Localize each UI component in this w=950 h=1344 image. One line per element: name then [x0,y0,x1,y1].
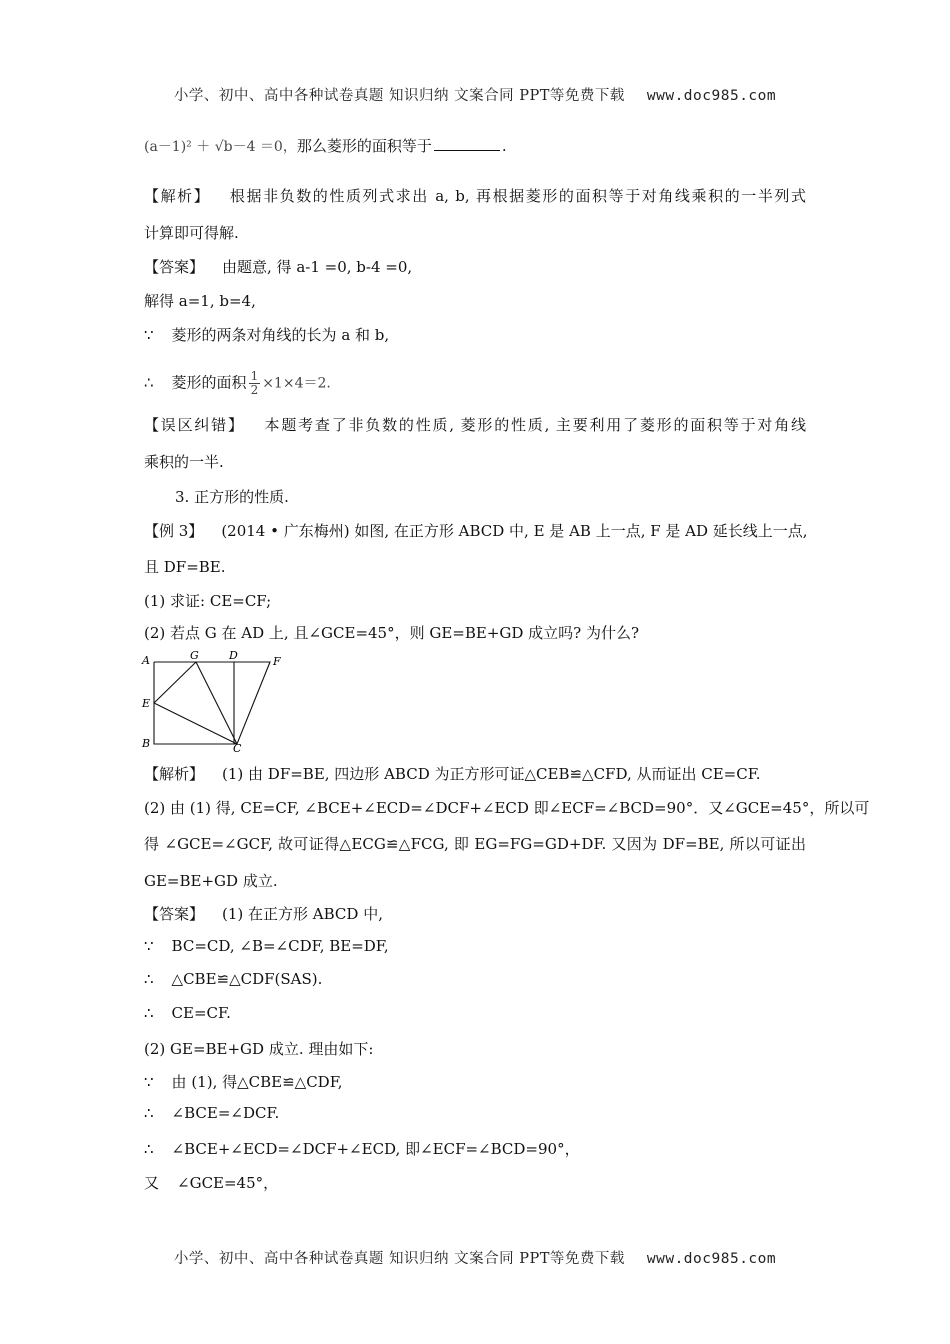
ex3-answer-line-9 [144,1172,278,1193]
ex2-answer-line-2: 解得 a=1, b=4, [144,292,256,310]
footer-title: 小学、初中、高中各种试卷真题 知识归纳 文案合同 PPT等免费下载 [173,1251,625,1267]
therefore-symbol: ∴ [144,373,154,392]
ex3-answer-line-5: (2) GE=BE+GD 成立. 理由如下: [144,1040,374,1058]
section-heading: 3. 正方形的性质. [175,488,289,506]
ex2-error-line-1 [144,414,806,435]
header-url[interactable]: www.doc985.com [646,88,777,104]
ex3-tag: 【例 3】 [144,522,204,540]
therefore-symbol: ∴ [144,1004,154,1022]
ex2-analysis-text-1: 根据非负数的性质列式求出 a, b, 再根据菱形的面积等于对角线乘积的一半列式 [228,187,806,205]
page-footer [0,1247,950,1268]
ex2-error-text-1: 本题考查了非负数的性质, 菱形的性质, 主要利用了菱形的面积等于对角线 [262,416,806,434]
ex3-analysis-tag: 【解析】 [144,765,205,783]
ex3-analysis-line-3: 得 ∠GCE=∠GCF, 故可证得△ECG≌△FCG, 即 EG=FG=GD+DF. 又因为 DF=BE, 所以可证出 [144,835,806,853]
label-b: B [142,737,151,750]
label-d: D [229,649,238,662]
ex3-stem-text-1: (2014 • 广东梅州) 如图, 在正方形 ABCD 中, E 是 AB 上一点, F 是 AD 延长线上一点, [221,522,808,540]
ex3-stem-line-1 [144,520,806,541]
ex3-question-1: (1) 求证: CE=CF; [144,592,272,610]
fraction-denominator: 2 [250,383,259,397]
label-g: G [190,649,199,662]
area-formula: ×1×4＝2. [262,375,331,392]
ex2-answer-line-1 [144,256,412,277]
ex3-analysis-line-1 [144,763,761,784]
ex2-answer-line-3 [144,324,389,345]
question-text: 那么菱形的面积等于 [296,137,432,155]
label-a: A [142,654,150,667]
label-c: C [233,742,242,754]
footer-url[interactable]: www.doc985.com [646,1251,777,1267]
ex2-error-tag: 【误区纠错】 [144,416,245,434]
therefore-symbol: ∴ [144,1140,154,1158]
ex3-answer-line-7 [144,1104,279,1122]
ex3-answer-line-3 [144,970,322,988]
ex3-answer-line-8 [144,1138,580,1159]
question-formula: (a－1)² ＋ √b－4 ＝0， [144,139,297,155]
segment-gc [196,662,237,744]
because-symbol: ∵ [144,937,154,955]
ex2-answer-tag: 【答案】 [144,258,205,276]
ex2-answer-line-4 [144,370,331,397]
ex2-answer-text-4: 菱形的面积 [171,373,247,392]
fraction-one-half [249,370,261,397]
ex3-answer-tag: 【答案】 [144,905,205,923]
question-line [144,135,507,156]
therefore-symbol: ∴ [144,1104,154,1122]
ex3-analysis-line-4: GE=BE+GD 成立. [144,872,278,890]
ex3-answer-line-4 [144,1004,231,1022]
square-geometry-figure [140,648,290,754]
ex3-analysis-text-1: (1) 由 DF=BE, 四边形 ABCD 为正方形可证△CEB≌△CFD, 从而证出 CE=CF. [222,765,761,783]
ex3-analysis-line-2: (2) 由 (1) 得, CE=CF, ∠BCE+∠ECD=∠DCF+∠ECD 即∠ECF=∠BCD=90°．又∠GCE=45°，所以可 [144,799,870,817]
ex2-answer-text-3: 菱形的两条对角线的长为 a 和 b, [171,326,390,344]
because-symbol: ∵ [144,326,154,344]
ex3-answer-line-2 [144,937,389,955]
therefore-symbol: ∴ [144,970,154,988]
ex3-answer-text-8: ∠BCE+∠ECD=∠DCF+∠ECD, 即∠ECF=∠BCD=90°， [171,1140,580,1158]
ex3-answer-text-1: (1) 在正方形 ABCD 中, [222,905,383,923]
segment-eg [154,662,196,703]
ex3-answer-text-9: ∠GCE=45°， [177,1174,279,1192]
ex3-answer-text-7: ∠BCE=∠DCF. [171,1104,280,1122]
also-word: 又 [144,1174,160,1192]
because-symbol: ∵ [144,1073,154,1091]
ex3-stem-line-2: 且 DF=BE. [144,558,226,576]
header-title: 小学、初中、高中各种试卷真题 知识归纳 文案合同 PPT等免费下载 [173,88,625,104]
page-header [0,84,950,105]
ex2-analysis-line-1 [144,185,806,206]
ex3-answer-line-6 [144,1071,343,1092]
ex3-answer-text-6: 由 (1), 得△CBE≌△CDF, [171,1073,343,1091]
ex3-answer-text-2: BC=CD, ∠B=∠CDF, BE=DF, [171,937,389,955]
segment-ec [154,703,237,744]
ex3-answer-text-3: △CBE≌△CDF(SAS). [171,970,323,988]
label-e: E [142,697,151,710]
ex2-error-line-2: 乘积的一半. [144,453,224,471]
ex3-question-2: (2) 若点 G 在 AD 上, 且∠GCE=45°，则 GE=BE+GD 成立吗? 为什么? [144,624,640,642]
label-f: F [273,655,281,668]
fraction-numerator: 1 [250,369,259,383]
ex2-analysis-line-2: 计算即可得解. [144,224,239,242]
question-end: . [501,137,507,155]
ex3-answer-line-1 [144,903,383,924]
ex2-analysis-tag: 【解析】 [144,187,211,205]
ex3-answer-text-4: CE=CF. [171,1004,231,1022]
answer-blank [434,138,500,151]
ex2-answer-text-1: 由题意, 得 a-1 =0, b-4 =0, [222,258,413,276]
